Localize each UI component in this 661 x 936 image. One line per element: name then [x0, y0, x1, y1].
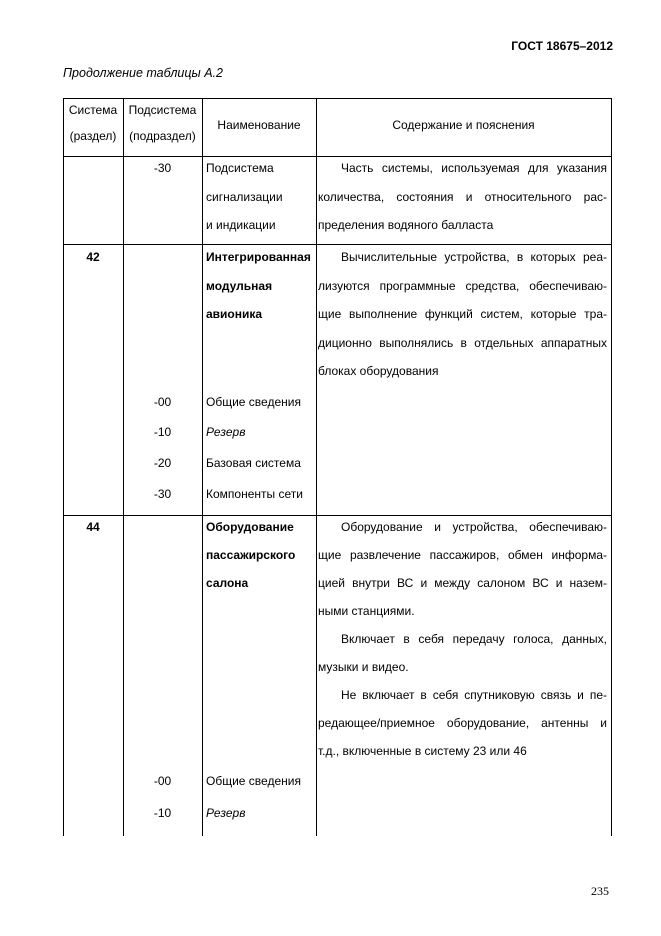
header-system-line1: Система [68, 103, 118, 117]
system-code: 44 [86, 520, 100, 534]
row-border [63, 244, 612, 245]
row-desc-line: редающее/приемное оборудование, антенны и [318, 716, 607, 730]
header-subsystem-line2: (подраздел) [129, 129, 196, 143]
header-name: Наименование [217, 118, 301, 132]
row-desc-line: щие развлечение пассажиров, обмен информа- [318, 548, 607, 562]
subsystem-code: -20 [153, 456, 172, 470]
header-system-line2: (раздел) [69, 129, 117, 143]
subsystem-code: -30 [153, 487, 172, 501]
row-name-line: Интегрированная [206, 250, 311, 264]
subsystem-name: Базовая система [206, 456, 301, 470]
row-name-line: и индикации [206, 218, 276, 232]
row-name-line: салона [206, 576, 249, 590]
col-border [316, 98, 317, 836]
row-border [63, 515, 612, 516]
subsystem-code: -10 [153, 425, 172, 439]
subsystem-code: -10 [153, 806, 172, 820]
row-desc-line: количества, состояния и относительного рас- [318, 190, 607, 204]
col-border [202, 98, 203, 836]
subsystem-name: Общие сведения [206, 774, 301, 788]
subsystem-code: -00 [153, 774, 172, 788]
row-name-line: пассажирского [206, 548, 296, 562]
header-description: Содержание и пояснения [392, 118, 535, 132]
table-caption: Продолжение таблицы А.2 [63, 66, 223, 80]
row-name-line: Оборудование [206, 520, 294, 534]
row-desc-line: ными станциями. [318, 604, 415, 618]
header-subsystem-line1: Подсистема [128, 103, 197, 117]
subsystem-name: Резерв [206, 425, 246, 439]
row-desc-line: Включает в себя передачу голоса, данных, [341, 632, 607, 646]
row-desc-line: т.д., включенные в систему 23 или 46 [318, 744, 527, 758]
header-bottom-border [63, 156, 612, 157]
row-desc-line: лизуются программные средства, обеспечиваю- [318, 279, 607, 293]
table-top-border [63, 98, 612, 99]
system-code: 42 [86, 250, 100, 264]
row-desc-line: Часть системы, используемая для указания [341, 161, 607, 175]
row-desc-line: музыки и видео. [318, 660, 409, 674]
row-desc-line: блоках оборудования [318, 364, 439, 378]
subsystem-code: -30 [153, 161, 172, 175]
row-desc-line: пределения водяного балласта [318, 218, 494, 232]
col-border [63, 98, 64, 836]
row-name-line: Подсистема [206, 161, 274, 175]
row-name-line: сигнализации [206, 190, 283, 204]
subsystem-name: Общие сведения [206, 395, 301, 409]
row-name-line: авионика [206, 307, 263, 321]
subsystem-name: Резерв [206, 806, 246, 820]
row-desc-line: диционно выполнялись в отдельных аппаратных [318, 336, 607, 350]
row-name-line: модульная [206, 279, 273, 293]
row-desc-line: Вычислительные устройства, в которых реа- [341, 250, 607, 264]
document-code: ГОСТ 18675–2012 [511, 39, 613, 53]
page-number: 235 [591, 884, 609, 898]
row-desc-line: щие выполнение функций систем, которые тра- [318, 307, 607, 321]
subsystem-name: Компоненты сети [206, 487, 303, 501]
row-desc-line: Оборудование и устройства, обеспечиваю- [341, 520, 607, 534]
subsystem-code: -00 [153, 395, 172, 409]
col-border [611, 98, 612, 836]
row-desc-line: Не включает в себя спутниковую связь и пе- [341, 688, 607, 702]
row-desc-line: цией внутри ВС и между салоном ВС и назем- [318, 576, 607, 590]
